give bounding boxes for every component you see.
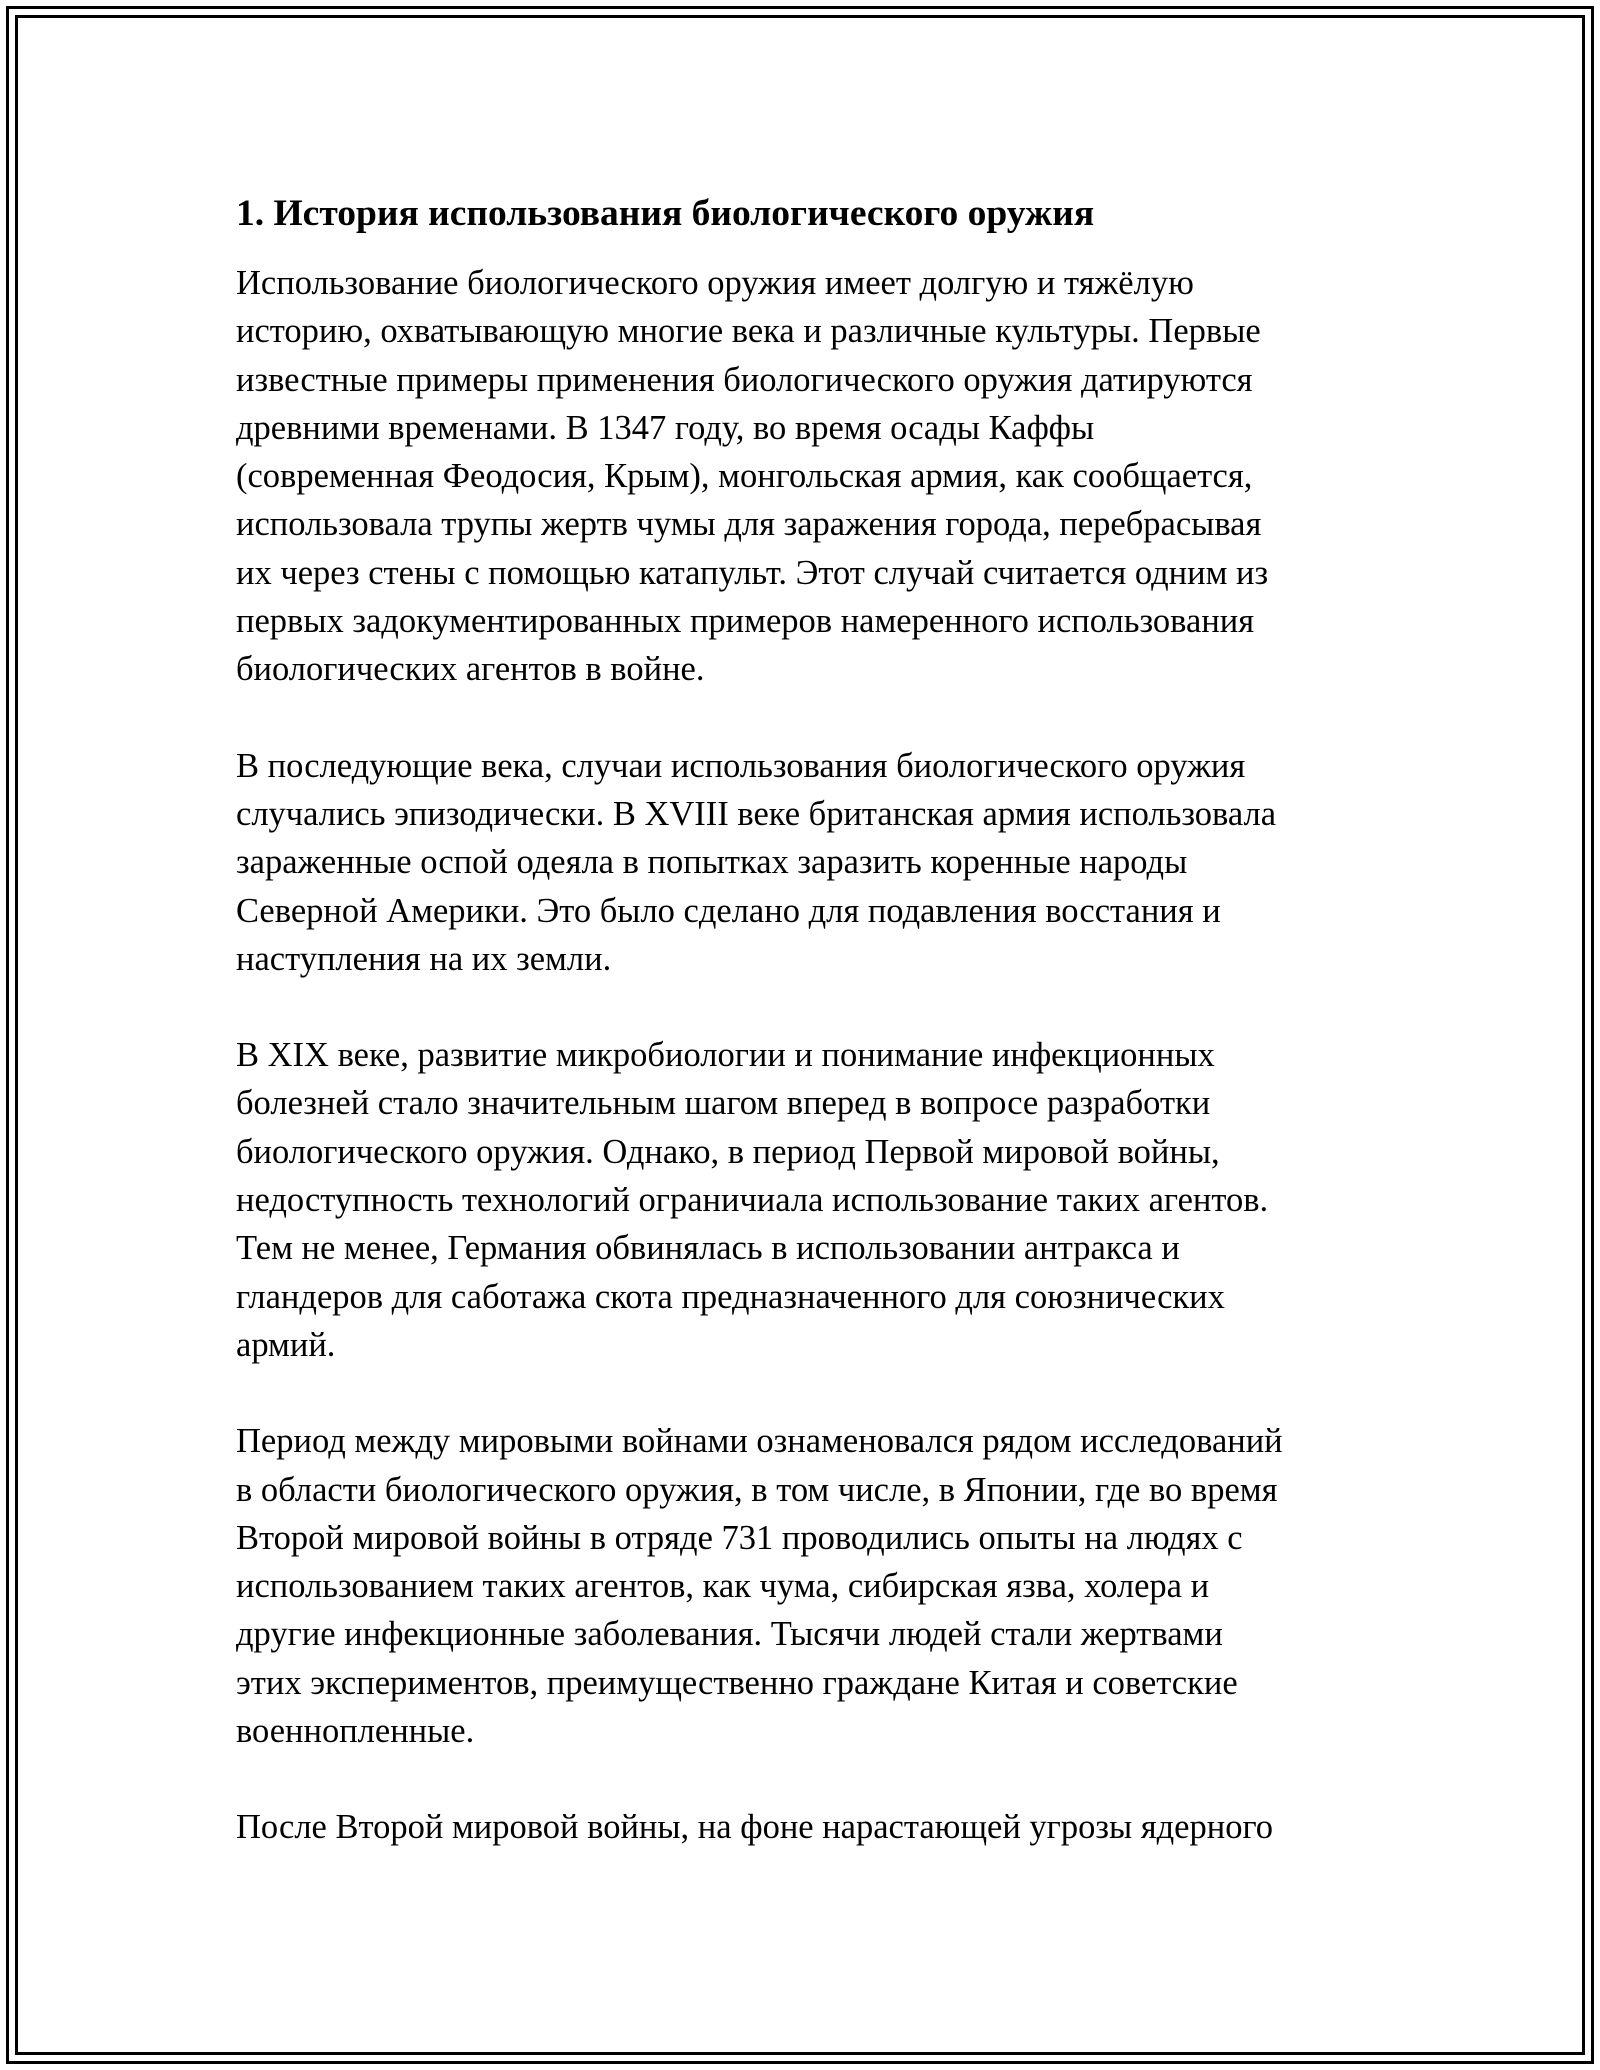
paragraph-line: древними временами. В 1347 году, во время осады Каффы <box>236 408 1095 447</box>
paragraph <box>236 1803 1356 1851</box>
paragraph-line: их через стены с помощью катапульт. Этот случай считается одним из <box>236 553 1269 592</box>
paragraph-line: случались эпизодически. В XVIII веке британская армия использовала <box>236 794 1277 833</box>
paragraph-line: В последующие века, случаи использования биологического оружия <box>236 746 1246 785</box>
paragraph-line: в области биологического оружия, в том числе, в Японии, где во время <box>236 1470 1278 1509</box>
paragraph <box>236 742 1356 983</box>
paragraph-line: недоступность технологий ограничиала использование таких агентов. <box>236 1181 1269 1220</box>
section-heading: 1. История использования биологического оружия <box>236 193 1095 234</box>
paragraph-line: военнопленные. <box>236 1712 475 1751</box>
paragraph-line: армий. <box>236 1325 336 1364</box>
paragraph-line: Тем не менее, Германия обвинялась в использовании антракса и <box>236 1229 1180 1268</box>
paragraph <box>236 1417 1356 1755</box>
paragraph-line: биологического оружия. Однако, в период Первой мировой войны, <box>236 1132 1220 1171</box>
paragraph-line: известные примеры применения биологического оружия датируются <box>236 360 1253 399</box>
paragraph-line: биологических агентов в войне. <box>236 650 705 689</box>
paragraph-line: В XIX веке, развитие микробиологии и понимание инфекционных <box>236 1036 1215 1075</box>
paragraph-line: После Второй мировой войны, на фоне нарастающей угрозы ядерного <box>236 1808 1273 1847</box>
paragraph-line: болезней стало значительным шагом вперед в вопросе разработки <box>236 1084 1211 1123</box>
paragraph-line: гландеров для саботажа скота предназначенного для союзнических <box>236 1277 1225 1316</box>
paragraph-line: Северной Америки. Это было сделано для подавления восстания и <box>236 891 1221 930</box>
paragraph-line: зараженные оспой одеяла в попытках заразить коренные народы <box>236 843 1188 882</box>
paragraph-line: Использование биологического оружия имеет долгую и тяжёлую <box>236 264 1194 302</box>
paragraph-line: Период между мировыми войнами ознаменовался рядом исследований <box>236 1422 1283 1461</box>
paragraph <box>236 1031 1356 1369</box>
paragraph-line: первых задокументированных примеров намеренного использования <box>236 602 1255 641</box>
paragraph-line: использовала трупы жертв чумы для заражения города, перебрасывая <box>236 505 1262 544</box>
document-body <box>236 190 1356 1900</box>
paragraph-line: этих экспериментов, преимущественно граждане Китая и советские <box>236 1663 1238 1702</box>
paragraph <box>236 259 1356 694</box>
paragraphs-container <box>236 259 1356 1852</box>
paragraph-line: другие инфекционные заболевания. Тысячи людей стали жертвами <box>236 1615 1223 1654</box>
paragraph-line: наступления на их земли. <box>236 939 612 978</box>
paragraph-line: использованием таких агентов, как чума, сибирская язва, холера и <box>236 1567 1210 1606</box>
paragraph-line: (современная Феодосия, Крым), монгольская армия, как сообщается, <box>236 457 1253 496</box>
paragraph-line: историю, охватывающую многие века и различные культуры. Первые <box>236 312 1261 351</box>
paragraph-line: Второй мировой войны в отряде 731 проводились опыты на людях с <box>236 1518 1243 1557</box>
